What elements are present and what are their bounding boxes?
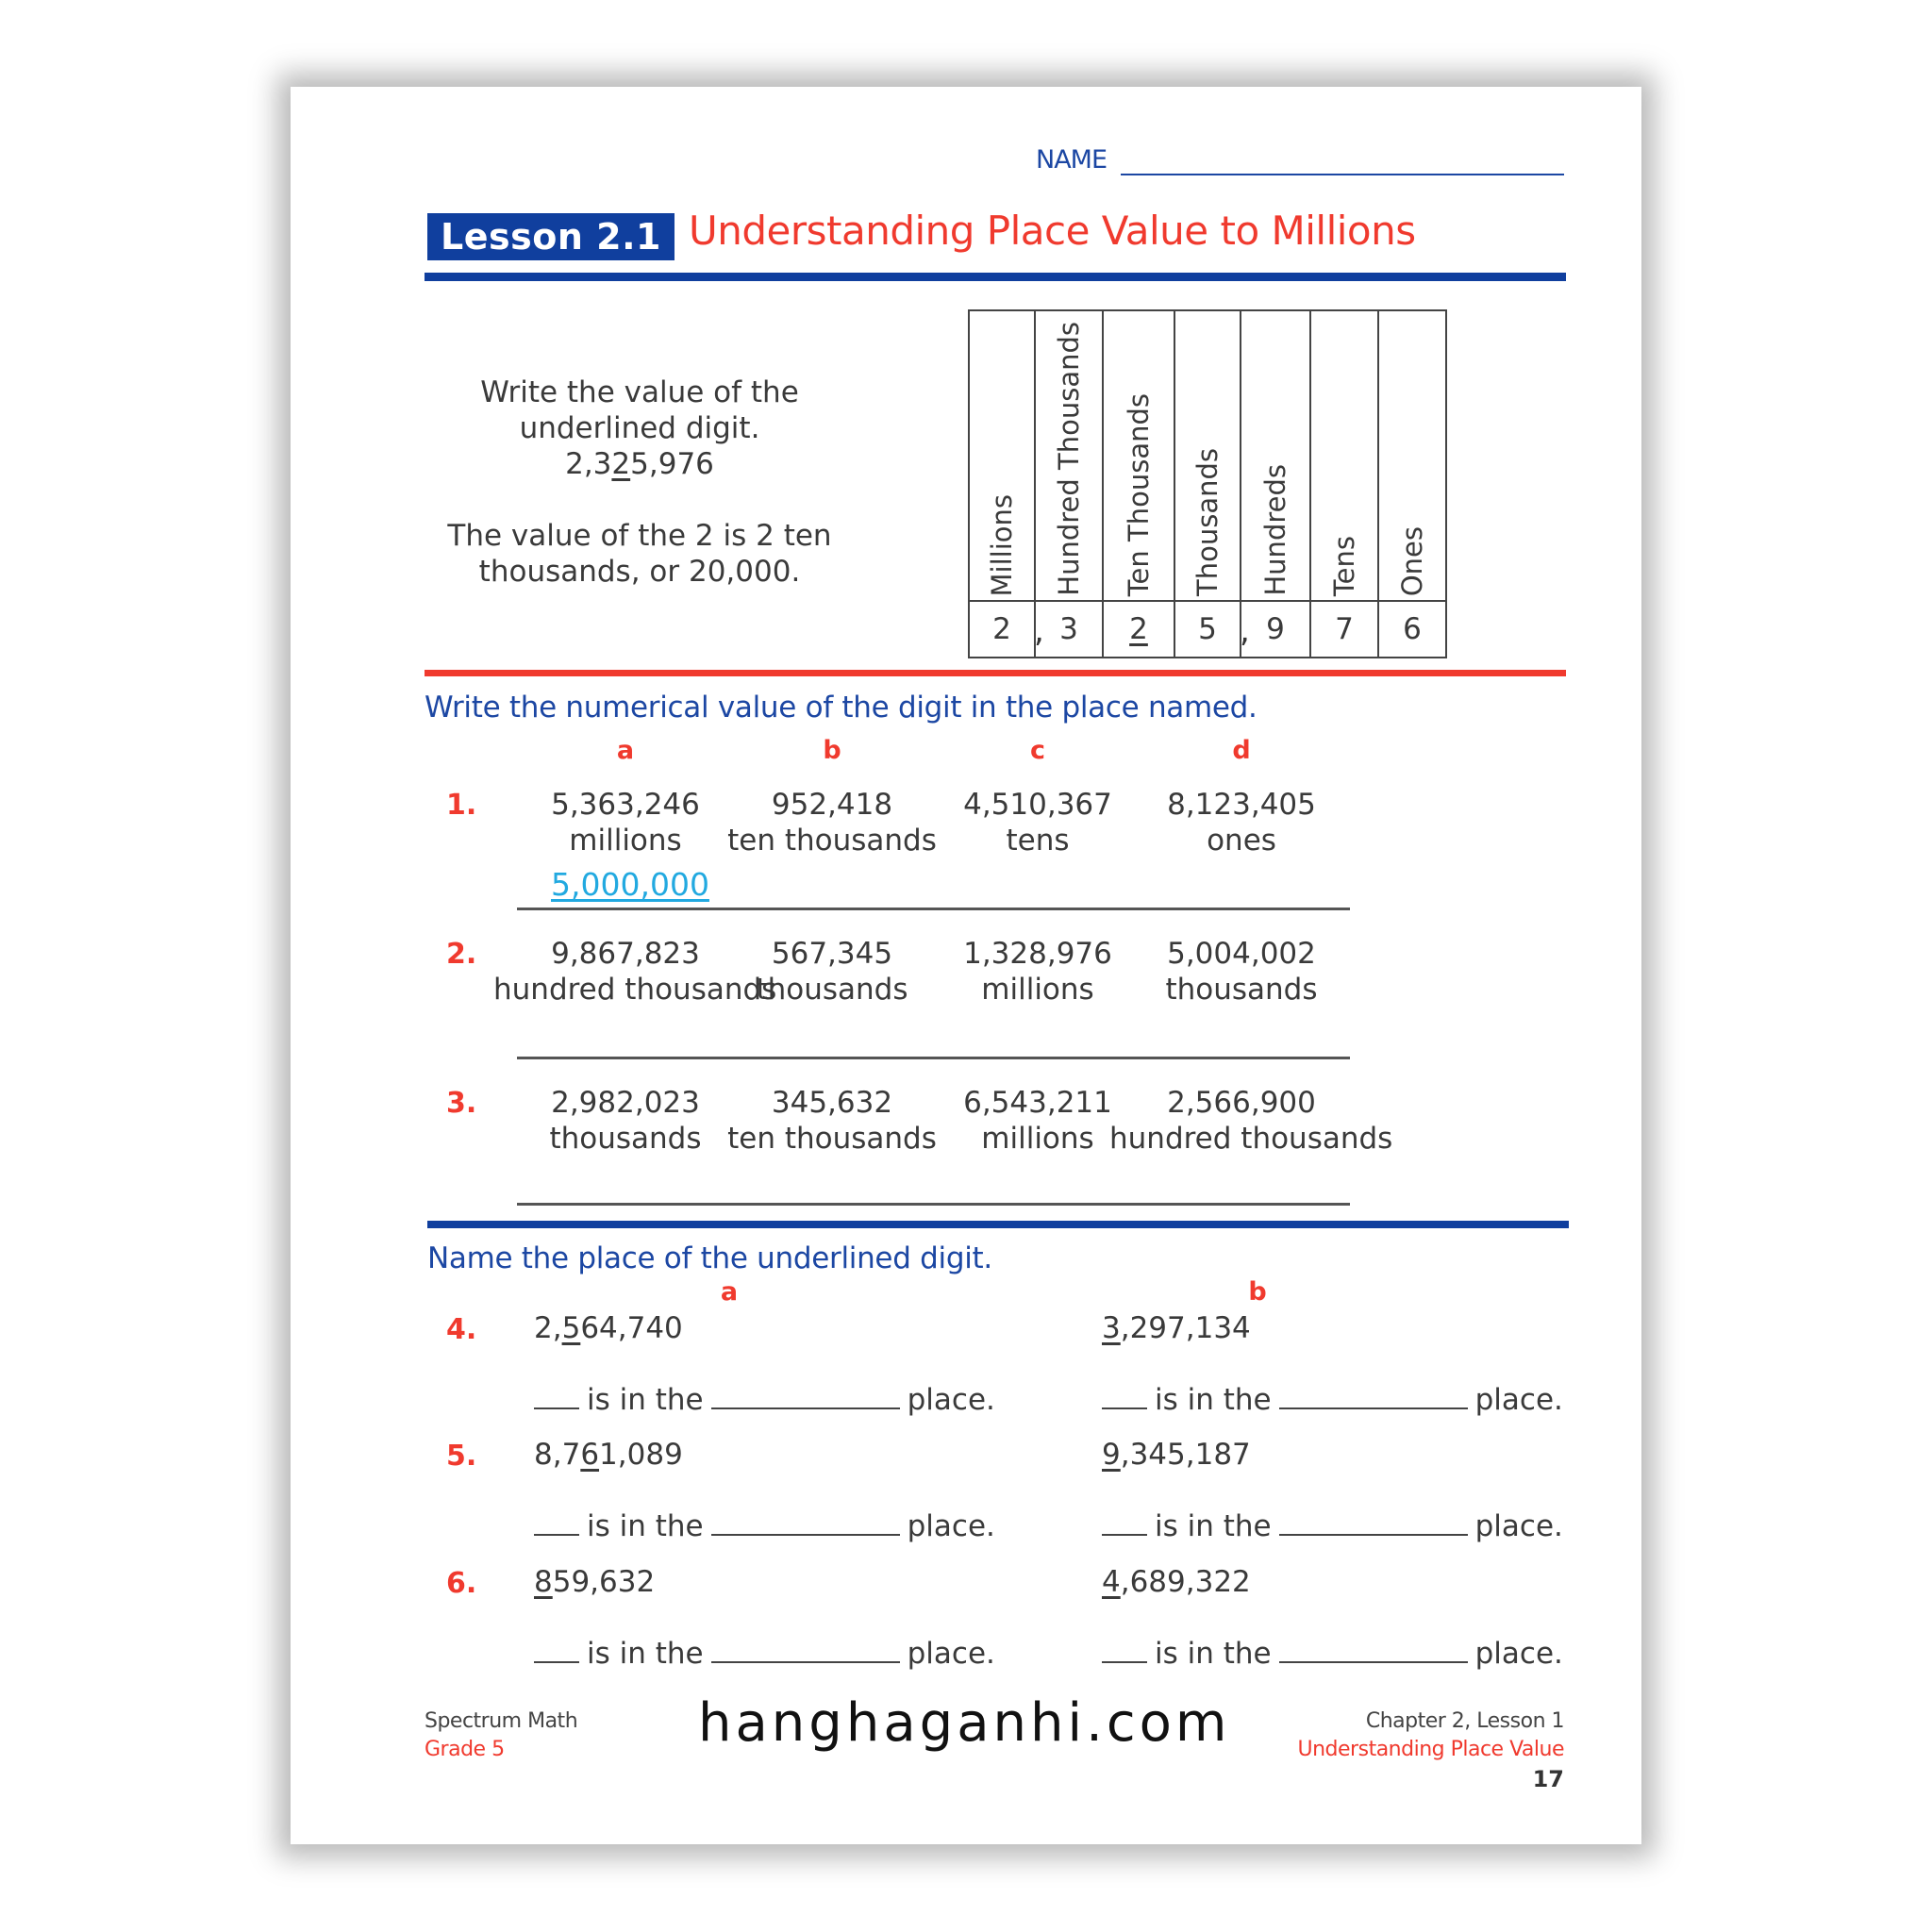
place-header-cell <box>1103 310 1174 601</box>
page-number: 17 <box>1532 1766 1564 1792</box>
number-part: ,345,187 <box>1120 1438 1251 1472</box>
sentence-text: is in the <box>1155 1509 1272 1543</box>
value-problem <box>1109 787 1374 858</box>
sentence-text: place. <box>1474 1509 1563 1543</box>
place-blank[interactable] <box>1279 1407 1468 1409</box>
answer-field[interactable] <box>1133 908 1350 910</box>
section-divider <box>425 670 1566 676</box>
number-part: 2, <box>534 1311 562 1345</box>
place-digit: 5 <box>1198 612 1217 646</box>
place-value-chart <box>968 309 1447 658</box>
problem-number-value: 9,867,823 <box>551 937 700 971</box>
example-box <box>441 375 838 590</box>
place-blank[interactable] <box>711 1534 900 1536</box>
place-blank[interactable] <box>1279 1534 1468 1536</box>
place-header-cell <box>969 310 1035 601</box>
sentence-text: place. <box>907 1637 995 1671</box>
column-letter: b <box>1248 1277 1267 1307</box>
column-letter: b <box>823 736 841 765</box>
fill-in-sentence <box>534 1509 995 1543</box>
problem-number: 4. <box>446 1313 477 1346</box>
answer-field[interactable] <box>517 1057 734 1059</box>
underlined-digit: 3 <box>1102 1311 1121 1345</box>
name-field[interactable] <box>1121 174 1564 175</box>
problem-place-name: millions <box>981 1122 1094 1156</box>
footer-series: Spectrum Math <box>425 1709 578 1733</box>
example-line: underlined digit. <box>519 411 760 445</box>
problem-number-value: 567,345 <box>771 937 893 971</box>
digit-blank[interactable] <box>534 1661 579 1663</box>
problem-place-name: hundred thousands <box>1109 1122 1393 1156</box>
place-blank[interactable] <box>1279 1661 1468 1663</box>
fill-in-sentence <box>1102 1383 1563 1417</box>
column-letter: c <box>1029 736 1045 765</box>
problem-number-value: 5,363,246 <box>551 788 700 822</box>
place-digit: 2 <box>992 612 1011 646</box>
header-divider <box>425 273 1566 281</box>
place-value-headers <box>969 310 1446 601</box>
fill-in-sentence <box>1102 1509 1563 1543</box>
lesson-badge: Lesson 2.1 <box>427 213 675 260</box>
underlined-digit: 4 <box>1102 1565 1121 1599</box>
place-digit: 9 <box>1266 612 1285 646</box>
sentence-text: place. <box>907 1383 995 1417</box>
footer-right <box>1298 1707 1564 1764</box>
place-problem-number <box>1102 1438 1251 1472</box>
underlined-digit: 9 <box>1102 1438 1121 1472</box>
place-header-label: Millions <box>986 493 1018 596</box>
problem-place-name: thousands <box>756 973 908 1007</box>
place-header-cell <box>1310 310 1378 601</box>
sentence-text: is in the <box>587 1509 704 1543</box>
problem-number-value: 4,510,367 <box>963 788 1112 822</box>
problem-place-name: thousands <box>1165 973 1318 1007</box>
place-digit: 6 <box>1403 612 1422 646</box>
column-letter: a <box>616 736 635 765</box>
place-problem-number <box>534 1311 683 1345</box>
answer-field[interactable] <box>929 1057 1146 1059</box>
problem-number: 6. <box>446 1567 477 1600</box>
place-value-digits <box>969 601 1446 658</box>
problem-number-value: 5,004,002 <box>1167 937 1316 971</box>
worksheet-page <box>291 87 1641 1844</box>
column-letter: a <box>720 1277 739 1307</box>
problem-place-name: millions <box>981 973 1094 1007</box>
place-digit-cell <box>1035 601 1103 658</box>
value-problem <box>1109 936 1374 1008</box>
place-digit-cell <box>1378 601 1446 658</box>
place-problem-number <box>1102 1565 1251 1599</box>
problem-place-name: tens <box>1006 824 1070 858</box>
answer-field[interactable] <box>929 1203 1146 1206</box>
example-number-part: 2,3 <box>565 447 612 481</box>
place-digit-cell <box>1103 601 1174 658</box>
place-header-label: Thousands <box>1191 448 1224 596</box>
answer-field[interactable] <box>1133 1057 1350 1059</box>
fill-in-sentence <box>1102 1637 1563 1671</box>
fill-in-sentence <box>534 1637 995 1671</box>
digit-blank[interactable] <box>534 1407 579 1409</box>
answer-field[interactable] <box>517 908 734 910</box>
place-problem-number <box>534 1565 655 1599</box>
footer-chapter: Chapter 2, Lesson 1 <box>1365 1709 1564 1733</box>
place-digit-cell <box>1174 601 1241 658</box>
place-problem-number <box>1102 1311 1251 1345</box>
problem-place-name: ten thousands <box>727 824 937 858</box>
sentence-text: is in the <box>1155 1383 1272 1417</box>
place-header-label: Ones <box>1396 525 1428 596</box>
answer-field[interactable] <box>724 908 941 910</box>
section1-instruction: Write the numerical value of the digit in the place named. <box>425 691 1257 724</box>
digit-blank[interactable] <box>1102 1407 1147 1409</box>
number-part: ,297,134 <box>1120 1311 1251 1345</box>
place-digit: 7 <box>1335 612 1354 646</box>
problem-number-value: 1,328,976 <box>963 937 1112 971</box>
underlined-digit: 2 <box>611 447 631 481</box>
place-header-label: Hundred Thousands <box>1053 322 1085 596</box>
answer-field[interactable] <box>724 1203 941 1206</box>
digit-blank[interactable] <box>1102 1534 1147 1536</box>
place-digit-cell <box>969 601 1035 658</box>
problem-number: 2. <box>446 938 477 971</box>
answer-field[interactable] <box>724 1057 941 1059</box>
sentence-text: place. <box>907 1509 995 1543</box>
problem-place-name: hundred thousands <box>493 973 777 1007</box>
underlined-digit: 5 <box>561 1311 581 1345</box>
place-header-cell <box>1035 310 1103 601</box>
answer-field[interactable] <box>517 1203 734 1206</box>
place-header-cell <box>1241 310 1310 601</box>
example-explanation: thousands, or 20,000. <box>478 555 801 589</box>
footer-topic: Understanding Place Value <box>1297 1738 1564 1761</box>
problem-place-name: thousands <box>549 1122 702 1156</box>
footer-left <box>425 1707 577 1764</box>
place-header-cell <box>1378 310 1446 601</box>
example-number-part: 5,976 <box>630 447 714 481</box>
value-problem <box>1109 1085 1393 1157</box>
place-digit: 3 <box>1059 612 1078 646</box>
comma-mark: , <box>1240 612 1250 650</box>
problem-number: 5. <box>446 1440 477 1473</box>
underlined-digit: 8 <box>534 1565 553 1599</box>
problem-number-value: 2,982,023 <box>551 1086 700 1120</box>
underlined-digit: 6 <box>580 1438 600 1472</box>
number-part: 64,740 <box>580 1311 683 1345</box>
answer-field[interactable] <box>1133 1203 1350 1206</box>
sentence-text: is in the <box>587 1383 704 1417</box>
name-label: NAME <box>1036 145 1108 175</box>
problem-number-value: 6,543,211 <box>963 1086 1112 1120</box>
problem-number-value: 2,566,900 <box>1167 1086 1316 1120</box>
sentence-text: is in the <box>587 1637 704 1671</box>
problem-number-value: 952,418 <box>771 788 893 822</box>
section-divider <box>427 1221 1569 1228</box>
problem-number-value: 8,123,405 <box>1167 788 1316 822</box>
place-problem-number <box>534 1438 683 1472</box>
place-header-label: Hundreds <box>1259 464 1291 596</box>
watermark: hanghaganhi.com <box>698 1692 1231 1754</box>
example-line: Write the value of the <box>480 375 799 409</box>
example-number <box>441 446 838 482</box>
place-header-cell <box>1174 310 1241 601</box>
answer-field[interactable] <box>929 908 1146 910</box>
problem-place-name: ones <box>1207 824 1276 858</box>
digit-blank[interactable] <box>1102 1661 1147 1663</box>
place-blank[interactable] <box>711 1661 900 1663</box>
section2-instruction: Name the place of the underlined digit. <box>427 1241 992 1275</box>
column-letter: d <box>1232 736 1251 765</box>
lesson-title: Understanding Place Value to Millions <box>689 208 1416 254</box>
example-explanation: The value of the 2 is 2 ten <box>447 519 832 553</box>
place-digit: 2 <box>1129 612 1148 646</box>
number-part: 59,632 <box>552 1565 656 1599</box>
answer-value[interactable]: 5,000,000 <box>551 866 709 903</box>
number-part: ,689,322 <box>1120 1565 1251 1599</box>
comma-mark: , <box>1034 612 1044 650</box>
footer-grade: Grade 5 <box>425 1738 505 1761</box>
digit-blank[interactable] <box>534 1534 579 1536</box>
number-part: 8,7 <box>534 1438 581 1472</box>
place-blank[interactable] <box>711 1407 900 1409</box>
problem-number: 3. <box>446 1087 477 1120</box>
problem-place-name: millions <box>569 824 682 858</box>
place-header-label: Ten Thousands <box>1123 392 1155 596</box>
place-header-label: Tens <box>1328 535 1360 596</box>
sentence-text: is in the <box>1155 1637 1272 1671</box>
problem-number-value: 345,632 <box>771 1086 893 1120</box>
problem-number: 1. <box>446 789 477 822</box>
sentence-text: place. <box>1474 1383 1563 1417</box>
sentence-text: place. <box>1474 1637 1563 1671</box>
number-part: 1,089 <box>599 1438 683 1472</box>
fill-in-sentence <box>534 1383 995 1417</box>
place-digit-cell <box>1241 601 1310 658</box>
place-digit-cell <box>1310 601 1378 658</box>
problem-place-name: ten thousands <box>727 1122 937 1156</box>
